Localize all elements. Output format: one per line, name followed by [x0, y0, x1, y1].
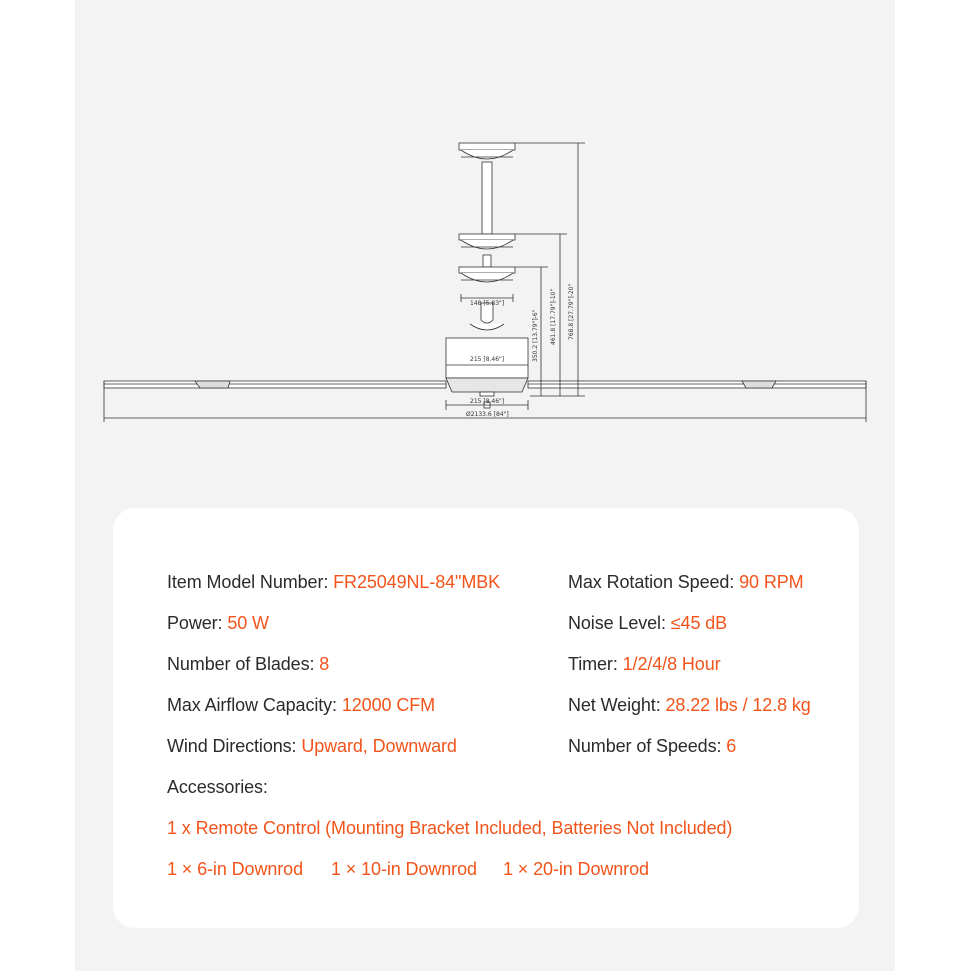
spec-value: 12000 CFM	[341, 695, 436, 715]
spec-value: FR25049NL-84"MBK	[333, 572, 501, 592]
spec-value: ≤45 dB	[670, 613, 728, 633]
spec-value: 1/2/4/8 Hour	[622, 654, 721, 674]
downrod-short	[483, 255, 491, 267]
spec-label: Max Airflow Capacity:	[167, 695, 342, 715]
spec-number-of-blades	[167, 653, 329, 675]
downrod-long	[482, 162, 492, 234]
dim-canopy-width: 148 [5.83"]	[470, 300, 505, 307]
spec-label: Max Rotation Speed:	[568, 572, 740, 592]
spec-power	[167, 612, 269, 634]
spec-number-of-speeds	[568, 735, 736, 757]
hub-bottom	[446, 378, 528, 392]
dim-short-height: 350.2 [13.79"]-6"	[532, 309, 539, 362]
spec-value: 6	[726, 736, 737, 756]
dim-motor-width-upper: 215 [8.46"]	[470, 356, 505, 363]
blade-left	[104, 381, 446, 388]
spec-label: Item Model Number:	[167, 572, 334, 592]
spec-label: Number of Speeds:	[568, 736, 727, 756]
spec-net-weight	[568, 694, 811, 716]
spec-noise-level	[568, 612, 727, 634]
accessory-downrod-20in: 1 × 20-in Downrod	[503, 859, 649, 879]
spec-value: 50 W	[227, 613, 269, 633]
accessory-remote-control: 1 x Remote Control (Mounting Bracket Included, Batteries Not Included)	[167, 818, 733, 838]
ceiling-canopy	[459, 143, 515, 159]
spec-model-number	[167, 571, 500, 593]
spec-max-airflow	[167, 694, 435, 716]
dim-diameter: Ø2133.6 [84"]	[466, 411, 509, 418]
spec-value: 90 RPM	[739, 572, 804, 592]
lower-canopy	[459, 267, 515, 282]
spec-value: 8	[319, 654, 330, 674]
spec-label: Noise Level:	[568, 613, 671, 633]
spec-max-rotation-speed	[568, 571, 804, 593]
spec-value: 28.22 lbs / 12.8 kg	[665, 695, 811, 715]
accessories-label: Accessories:	[167, 777, 268, 797]
dim-motor-width-lower: 215 [8.46"]	[470, 398, 505, 405]
accessory-downrod-10in: 1 × 10-in Downrod	[331, 859, 477, 879]
spec-label: Net Weight:	[568, 695, 666, 715]
spec-label: Power:	[167, 613, 228, 633]
spec-label: Wind Directions:	[167, 736, 302, 756]
mid-canopy	[459, 234, 515, 249]
spec-value: Upward, Downward	[301, 736, 457, 756]
spec-timer	[568, 653, 721, 675]
blade-right	[528, 381, 866, 388]
dim-mid-height: 461.8 [17.79"]-10"	[550, 288, 557, 345]
fan-dimension-drawing	[0, 0, 970, 470]
spec-label: Timer:	[568, 654, 623, 674]
accessory-downrod-6in: 1 × 6-in Downrod	[167, 859, 303, 879]
spec-label: Number of Blades:	[167, 654, 320, 674]
dim-total-height: 768.8 [27.79"]-20"	[568, 283, 575, 340]
spec-wind-directions	[167, 735, 457, 757]
